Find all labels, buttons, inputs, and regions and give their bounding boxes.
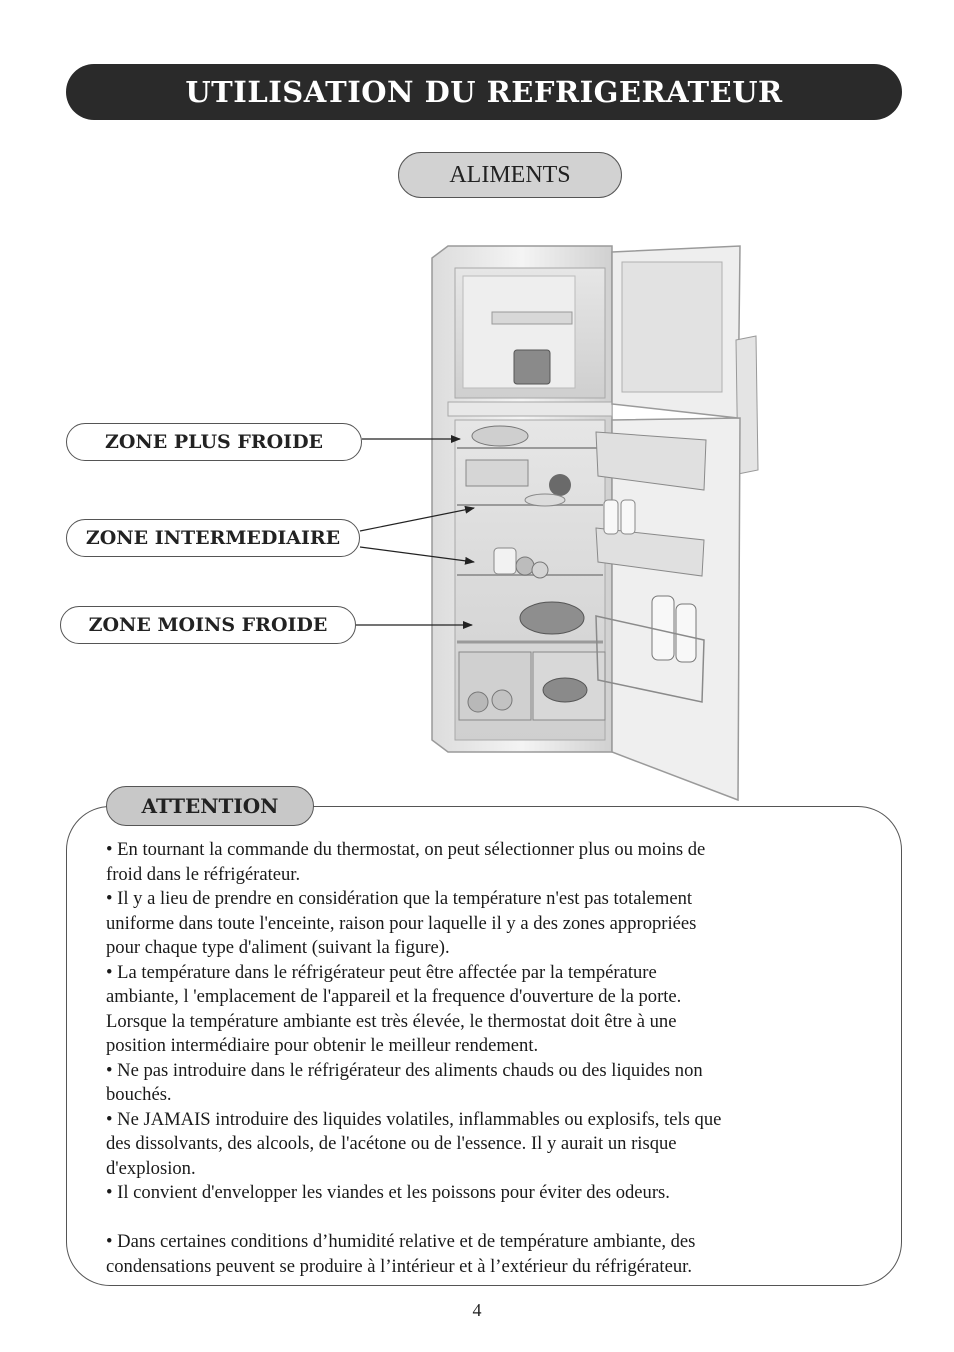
zone-label-text: ZONE PLUS FROIDE — [104, 431, 324, 453]
section-title: ALIMENTS — [449, 161, 571, 188]
text-line: pour chaque type d'aliment (suivant la figure). — [106, 937, 450, 958]
text-line: • En tournant la commande du thermostat, on peut sélectionner plus ou moins de — [106, 839, 706, 860]
zone-label-text: ZONE INTERMEDIAIRE — [85, 527, 341, 549]
attention-heading — [106, 786, 314, 826]
text-line: uniforme dans toute l'enceinte, raison pour laquelle il y a des zones appropriées — [106, 912, 697, 934]
text-line: • Ne pas introduire dans le réfrigérateur des aliments chauds ou des liquides non — [106, 1059, 703, 1081]
text-line: bouchés. — [106, 1084, 172, 1105]
page-number: 4 — [472, 1300, 482, 1320]
attention-text — [106, 838, 846, 1279]
text-line: Lorsque la température ambiante est très élevée, le thermostat doit être à une — [106, 1010, 677, 1032]
text-line: • Il y a lieu de prendre en considération que la température n'est pas totalement — [106, 888, 693, 909]
blank-line — [106, 1206, 846, 1231]
text-line: position intermédiaire pour obtenir le meilleur rendement. — [106, 1035, 539, 1056]
text-line: • Il convient d'envelopper les viandes et les poissons pour éviter des odeurs. — [106, 1182, 670, 1203]
text-line: • Ne JAMAIS introduire des liquides volatiles, inflammables ou explosifs, tels que — [106, 1108, 722, 1130]
text-line: • Dans certaines conditions d’humidité relative et de température ambiante, des — [106, 1231, 696, 1252]
text-line: froid dans le réfrigérateur. — [106, 863, 301, 885]
text-line: condensations peuvent se produire à l’intérieur et à l’extérieur du réfrigérateur. — [106, 1255, 692, 1277]
page-title: UTILISATION DU REFRIGERATEUR — [185, 75, 783, 109]
attention-heading-text: ATTENTION — [141, 794, 279, 818]
zone-label-text: ZONE MOINS FROIDE — [88, 614, 328, 636]
text-line: d'explosion. — [106, 1157, 196, 1179]
refrigerator-icon — [432, 246, 758, 800]
text-line: ambiante, l 'emplacement de l'appareil et la frequence d'ouverture de la porte. — [106, 986, 682, 1007]
text-line: des dissolvants, des alcools, de l'acétone ou de l'essence. Il y aurait un risque — [106, 1133, 677, 1154]
text-line: • La température dans le réfrigérateur peut être affectée par la température — [106, 961, 657, 983]
